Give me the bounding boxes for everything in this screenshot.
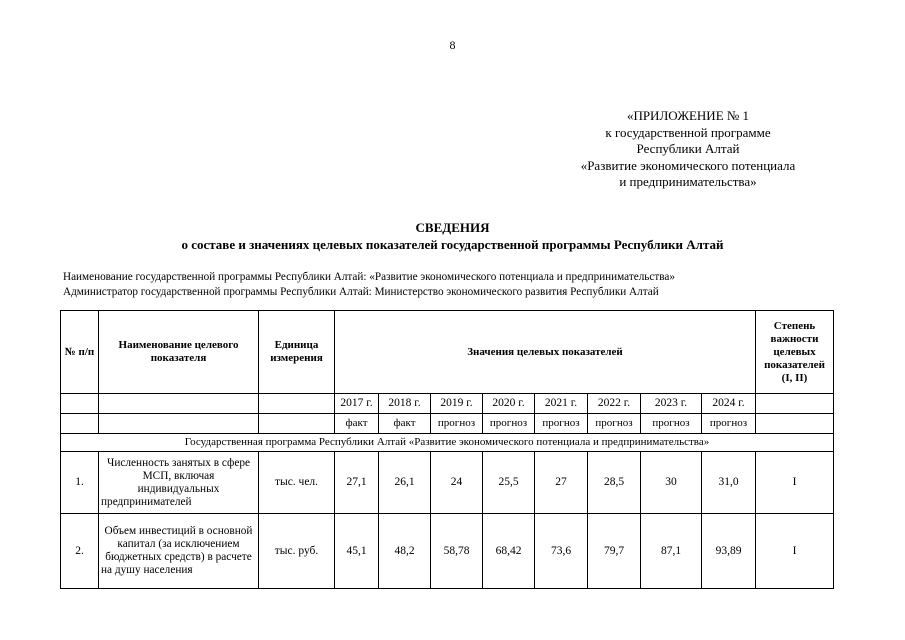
header-values: Значения целевых показателей (335, 311, 756, 394)
kind-cell: факт (379, 414, 431, 434)
header-importance: Степень важности целевых показателей (I, II) (756, 311, 834, 394)
value-cell: 24 (431, 452, 483, 514)
title-heading: СВЕДЕНИЯ (415, 220, 490, 235)
empty-cell (259, 414, 335, 434)
kind-cell: прогноз (535, 414, 588, 434)
row-number: 1. (61, 452, 99, 514)
year-cell: 2020 г. (483, 394, 535, 414)
importance-cell: I (756, 514, 834, 589)
row-number: 2. (61, 514, 99, 589)
empty-cell (756, 414, 834, 434)
empty-cell (99, 414, 259, 434)
header-number: № п/п (61, 311, 99, 394)
page-number: 8 (449, 38, 456, 52)
value-cell: 79,7 (588, 514, 641, 589)
indicator-name: Численность занятых в сфере МСП, включая индивидуальных предпринимателей (99, 452, 259, 514)
year-cell: 2018 г. (379, 394, 431, 414)
kind-cell: факт (335, 414, 379, 434)
years-row (61, 394, 834, 414)
year-cell: 2022 г. (588, 394, 641, 414)
value-cell: 25,5 (483, 452, 535, 514)
indicator-unit: тыс. чел. (259, 452, 335, 514)
empty-cell (259, 394, 335, 414)
program-administrator: Администратор государственной программы Республики Алтай: Министерство экономического развития Республики Алтай (63, 285, 659, 298)
program-name: Наименование государственной программы Республики Алтай: «Развитие экономического потенциала и предпринимательства» (63, 271, 675, 283)
value-cell: 93,89 (702, 514, 756, 589)
header-row (61, 311, 834, 394)
table-row (61, 452, 834, 514)
section-row (61, 434, 834, 452)
year-cell: 2019 г. (431, 394, 483, 414)
year-cell: 2017 г. (335, 394, 379, 414)
value-cell: 87,1 (641, 514, 702, 589)
indicators-table (60, 310, 834, 589)
indicator-unit: тыс. руб. (259, 514, 335, 589)
section-title: Государственная программа Республики Алтай «Развитие экономического потенциала и предпринимательства» (61, 434, 834, 452)
table-row (61, 514, 834, 589)
kind-cell: прогноз (483, 414, 535, 434)
kind-row (61, 414, 834, 434)
value-cell: 28,5 (588, 452, 641, 514)
kind-cell: прогноз (588, 414, 641, 434)
year-cell: 2024 г. (702, 394, 756, 414)
appendix-block (560, 108, 816, 191)
title-subheading: о составе и значениях целевых показателей государственной программы Республики Алтай (181, 236, 724, 252)
value-cell: 73,6 (535, 514, 588, 589)
value-cell: 45,1 (335, 514, 379, 589)
value-cell: 31,0 (702, 452, 756, 514)
document-title (0, 220, 905, 253)
appendix-line: «Развитие экономического потенциала (580, 157, 796, 173)
empty-cell (61, 414, 99, 434)
value-cell: 30 (641, 452, 702, 514)
empty-cell (61, 394, 99, 414)
value-cell: 68,42 (483, 514, 535, 589)
value-cell: 58,78 (431, 514, 483, 589)
year-cell: 2023 г. (641, 394, 702, 414)
indicator-name: Объем инвестиций в основной капитал (за исключением бюджетных средств) в расчете на душу населения (99, 514, 259, 589)
appendix-line: к государственной программе (605, 124, 771, 140)
year-cell: 2021 г. (535, 394, 588, 414)
kind-cell: прогноз (431, 414, 483, 434)
appendix-line: Республики Алтай (636, 141, 740, 156)
header-name: Наименование целевого показателя (99, 311, 259, 394)
appendix-line: «ПРИЛОЖЕНИЕ № 1 (626, 108, 750, 123)
value-cell: 26,1 (379, 452, 431, 514)
importance-cell: I (756, 452, 834, 514)
appendix-line: и предпринимательства» (619, 174, 757, 189)
value-cell: 27,1 (335, 452, 379, 514)
empty-cell (756, 394, 834, 414)
value-cell: 48,2 (379, 514, 431, 589)
value-cell: 27 (535, 452, 588, 514)
header-unit: Единица измерения (259, 311, 335, 394)
kind-cell: прогноз (641, 414, 702, 434)
program-meta (63, 270, 675, 299)
kind-cell: прогноз (702, 414, 756, 434)
empty-cell (99, 394, 259, 414)
